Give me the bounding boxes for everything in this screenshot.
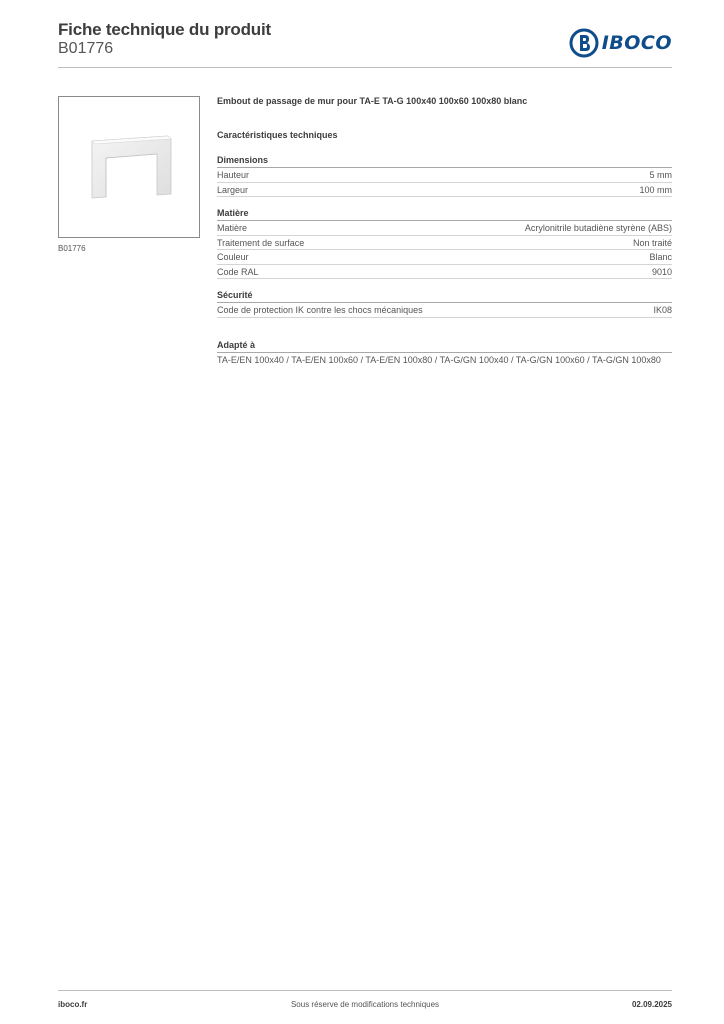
technical-characteristics-heading: Caractéristiques techniques — [217, 130, 338, 140]
section-title: Adapté à — [217, 340, 672, 353]
section-title: Matière — [217, 208, 672, 221]
spec-value: 9010 — [651, 266, 672, 277]
spec-value: Blanc — [649, 252, 672, 262]
spec-label: Code de protection IK contre les chocs mécaniques — [217, 305, 423, 315]
spec-label: Traitement de surface — [217, 237, 305, 248]
product-image — [59, 97, 199, 237]
image-caption: B01776 — [58, 244, 86, 253]
spec-row — [217, 236, 672, 251]
disclaimer: Sous réserve de modifications techniques — [290, 1000, 440, 1009]
brand-logo — [569, 28, 672, 58]
product-description: Embout de passage de mur pour TA-E TA-G 100x40 100x60 100x80 blanc — [217, 96, 528, 106]
product-details — [217, 96, 672, 365]
spec-row — [217, 221, 672, 236]
page-footer — [58, 990, 672, 1010]
document-date: 02.09.2025 — [631, 1000, 672, 1009]
dimensions-section — [217, 155, 672, 197]
spec-label: Largeur — [217, 184, 249, 195]
spec-value: Non traité — [632, 237, 672, 248]
spec-value: 100 mm — [639, 184, 672, 195]
section-title: Dimensions — [217, 155, 672, 168]
spec-row — [217, 265, 672, 280]
section-title: Sécurité — [217, 290, 672, 303]
spec-row — [217, 168, 672, 183]
iboco-logo-icon — [569, 28, 599, 58]
product-image-frame — [58, 96, 200, 238]
security-section — [217, 290, 672, 318]
spec-label: Couleur — [217, 252, 249, 262]
spec-value: 5 mm — [649, 170, 672, 180]
product-reference: B01776 — [58, 40, 114, 57]
compatibility-section — [217, 340, 672, 365]
spec-row — [217, 183, 672, 198]
spec-value: IK08 — [653, 305, 672, 315]
spec-row — [217, 303, 672, 318]
spec-value: Acrylonitrile butadiène styrène (ABS) — [524, 223, 672, 233]
spec-row — [217, 250, 672, 265]
website-link[interactable]: iboco.fr — [58, 1000, 88, 1009]
material-section — [217, 208, 672, 279]
spec-label: Hauteur — [217, 170, 250, 180]
spec-label: Matière — [217, 223, 248, 233]
compatibility-list: TA-E/EN 100x40 / TA-E/EN 100x60 / TA-E/EN 100x80 / TA-G/GN 100x40 / TA-G/GN 100x60 / TA-G/GN 100x80 — [217, 354, 661, 365]
page-header — [58, 20, 672, 68]
spec-label: Code RAL — [217, 266, 259, 277]
document-title: Fiche technique du produit — [58, 20, 271, 39]
logo-wordmark: IBOCO — [601, 32, 672, 54]
